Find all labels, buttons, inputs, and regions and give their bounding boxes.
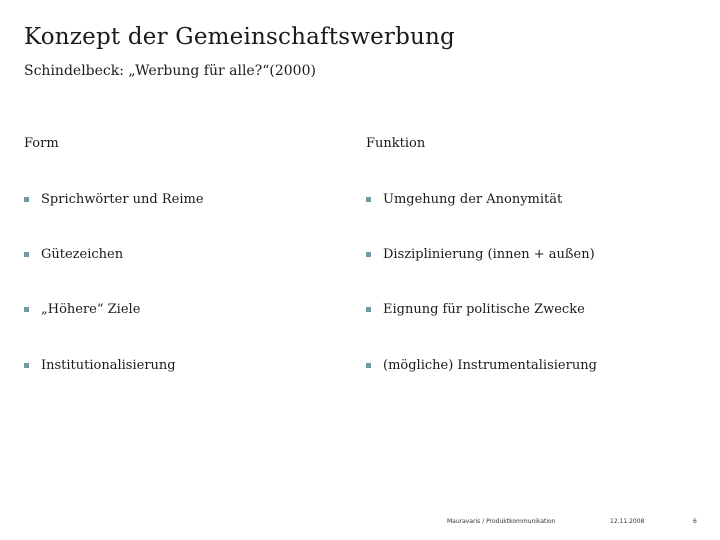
footer-page-number: 6: [693, 518, 697, 525]
list-item: [366, 302, 585, 317]
list-item: [24, 247, 123, 262]
list-item: [24, 302, 140, 317]
footer-source: Mauravaris / Produktkommunikation: [447, 518, 556, 525]
list-item: [24, 358, 176, 373]
list-item: [366, 358, 597, 373]
square-bullet-icon: [366, 307, 371, 312]
list-item-text: Umgehung der Anonymität: [383, 192, 563, 207]
slide-subtitle: Schindelbeck: „Werbung für alle?“(2000): [24, 63, 316, 79]
square-bullet-icon: [366, 252, 371, 257]
list-item-text: Gütezeichen: [41, 247, 124, 262]
list-item: [366, 192, 562, 207]
list-item-text: Disziplinierung (innen + außen): [383, 247, 595, 262]
column-header-form: Form: [24, 136, 59, 151]
footer-date: 12.11.2008: [610, 518, 645, 525]
square-bullet-icon: [24, 197, 29, 202]
list-item: [24, 192, 204, 207]
slide-title: Konzept der Gemeinschaftswerbung: [24, 24, 455, 50]
list-item-text: „Höhere“ Ziele: [41, 302, 141, 317]
list-item-text: Institutionalisierung: [41, 358, 176, 373]
list-item-text: Sprichwörter und Reime: [41, 192, 204, 207]
square-bullet-icon: [24, 307, 29, 312]
square-bullet-icon: [24, 363, 29, 368]
column-header-funktion: Funktion: [366, 136, 426, 151]
square-bullet-icon: [24, 252, 29, 257]
square-bullet-icon: [366, 197, 371, 202]
list-item-text: (mögliche) Instrumentalisierung: [383, 358, 597, 373]
list-item-text: Eignung für politische Zwecke: [383, 302, 585, 317]
list-item: [366, 247, 595, 262]
square-bullet-icon: [366, 363, 371, 368]
